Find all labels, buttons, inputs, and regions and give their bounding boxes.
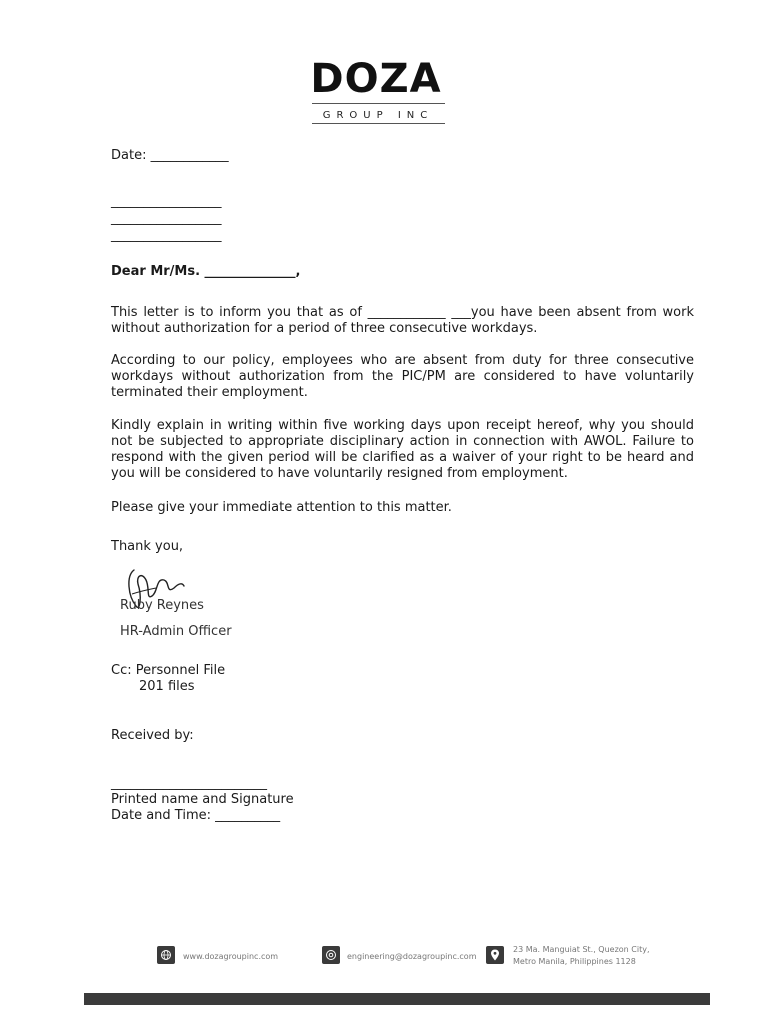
salutation: Dear Mr/Ms. ______________, bbox=[111, 264, 301, 279]
received-by-label: Received by: bbox=[111, 728, 194, 743]
footer-email: engineering@dozagroupinc.com bbox=[347, 952, 477, 961]
printed-name-label: Printed name and Signature bbox=[111, 792, 294, 807]
cc-line-2: 201 files bbox=[139, 679, 195, 694]
paragraph-attention: Please give your immediate attention to this matter. bbox=[111, 500, 452, 515]
logo-divider-top bbox=[312, 103, 445, 104]
company-logo-subtitle: GROUP INC bbox=[322, 110, 434, 121]
address-line-2: _________________ bbox=[111, 211, 222, 226]
address-line-3: _________________ bbox=[111, 228, 222, 243]
paragraph-policy: According to our policy, employees who are absent from duty for three consecutive workdays without authorization from the PIC/PM are considered to have voluntarily terminated their employment. bbox=[111, 353, 694, 400]
company-logo: DOZA bbox=[310, 56, 442, 102]
cc-line: Cc: Personnel File bbox=[111, 663, 226, 678]
signatory-name: Ruby Reynes bbox=[120, 598, 204, 613]
address-line-1: _________________ bbox=[111, 194, 222, 209]
date-line: Date: ____________ bbox=[111, 148, 229, 163]
globe-icon bbox=[157, 946, 175, 964]
at-icon bbox=[322, 946, 340, 964]
paragraph-explanation-request: Kindly explain in writing within five working days upon receipt hereof, why you should not be subjected to appropriate disciplinary action in connection with AWOL. Failure to respond with the given period will be clarified as a waiver of your right to be heard and you will be considered to have voluntarily resigned from employment. bbox=[111, 418, 694, 481]
signatory-title: HR-Admin Officer bbox=[120, 624, 232, 639]
date-time-label: Date and Time: __________ bbox=[111, 808, 281, 823]
footer-website: www.dozagroupinc.com bbox=[183, 952, 279, 961]
location-pin-icon bbox=[486, 946, 504, 964]
footer-bar bbox=[84, 993, 710, 1005]
paragraph-absence-notice: This letter is to inform you that as of ____________ ___you have been absent from work without authorization for a period of three consecutive workdays. bbox=[111, 305, 694, 336]
footer-address-line-1: 23 Ma. Manguiat St., Quezon City, bbox=[513, 945, 650, 954]
recipient-signature-line: ________________________ bbox=[111, 776, 267, 791]
logo-divider-bottom bbox=[312, 123, 445, 124]
closing: Thank you, bbox=[111, 539, 184, 554]
footer-address-line-2: Metro Manila, Philippines 1128 bbox=[513, 957, 636, 966]
